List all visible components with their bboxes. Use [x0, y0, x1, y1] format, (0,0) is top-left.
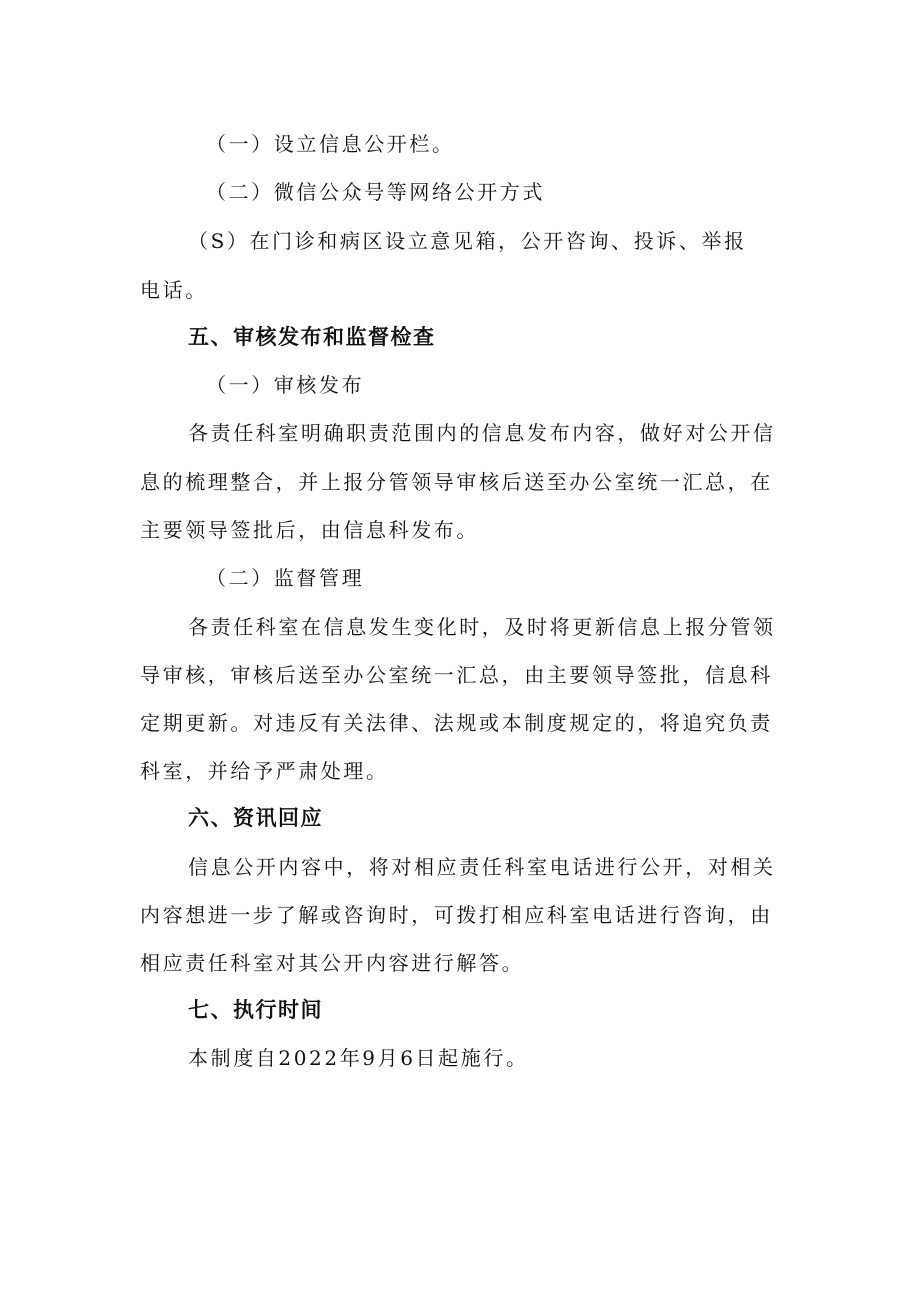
paragraph-effective-date: 本制度自2022年9月6日起施行。 [188, 1046, 529, 1070]
paragraph-supervision-line-2: 导审核，审核后送至办公室统一汇总，由主要领导签批，信息科 [140, 663, 773, 687]
section-heading-effective-date: 七、执行时间 [188, 998, 323, 1022]
paragraph-review-line-3: 主要领导签批后，由信息科发布。 [140, 518, 479, 542]
paragraph-review-line-2: 息的梳理整合，并上报分管领导审核后送至办公室统一汇总，在 [140, 470, 773, 494]
subheading-review-publish: （一）审核发布 [206, 373, 365, 397]
paragraph-supervision-line-1: 各责任科室在信息发生变化时，及时将更新信息上报分管领 [188, 615, 776, 639]
item-opinion-box-cont: 电话。 [140, 278, 208, 302]
section-heading-response: 六、资讯回应 [188, 806, 323, 830]
paragraph-response-line-1: 信息公开内容中，将对相应责任科室电话进行公开，对相关 [188, 855, 776, 879]
item-opinion-box: （S）在门诊和病区设立意见箱，公开咨询、投诉、举报 [188, 229, 747, 253]
item-wechat-online: （二）微信公众号等网络公开方式 [206, 180, 545, 204]
paragraph-response-line-2: 内容想进一步了解或咨询时，可拨打相应科室电话进行咨询，由 [140, 903, 773, 927]
paragraph-review-line-1: 各责任科室明确职责范围内的信息发布内容，做好对公开信 [188, 421, 776, 445]
paragraph-supervision-line-3: 定期更新。对违反有关法律、法规或本制度规定的，将追究负责 [140, 711, 773, 735]
subheading-supervision: （二）监督管理 [206, 566, 365, 590]
paragraph-response-line-3: 相应责任科室对其公开内容进行解答。 [140, 951, 525, 975]
item-bulletin-board: （一）设立信息公开栏。 [206, 132, 455, 156]
section-heading-review-supervision: 五、审核发布和监督检查 [188, 325, 436, 349]
paragraph-supervision-line-4: 科室，并给予严肃处理。 [140, 759, 389, 783]
